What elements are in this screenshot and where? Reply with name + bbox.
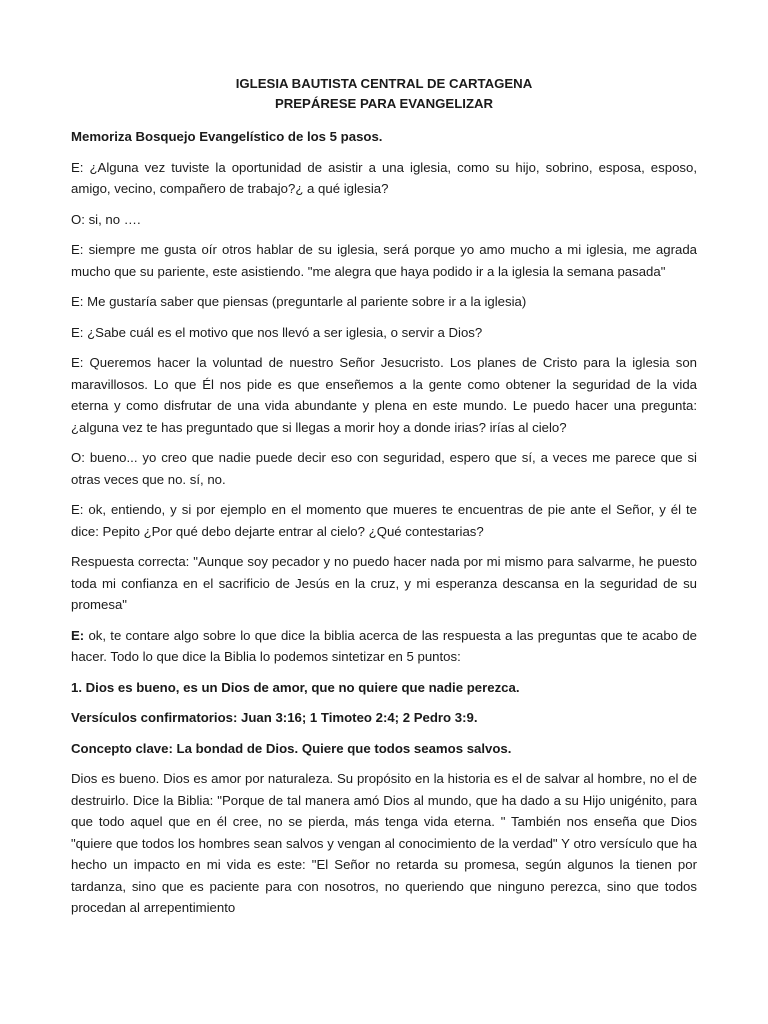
paragraph-correct-answer: Respuesta correcta: "Aunque soy pecador y no puedo hacer nada por mi mismo para salvarme, he puesto toda mi confianza en el sacrificio de Jesús en la cruz, y mi esperanza descansa en la seguridad de su promesa" xyxy=(71,554,697,612)
church-title: IGLESIA BAUTISTA CENTRAL DE CARTAGENA xyxy=(235,76,533,91)
paragraph-answer-yes-no: O: si, no …. xyxy=(71,211,141,227)
intro-heading: Memoriza Bosquejo Evangelístico de los 5 pasos. xyxy=(71,129,383,144)
paragraph-before-lord: E: ok, entiendo, y si por ejemplo en el momento que mueres te encuentras de pie ante el Señor, y él te dice: Pepito ¿Por qué debo dejarte entrar al cielo? ¿Qué contestarias? xyxy=(71,502,697,539)
paragraph-will-of-lord: E: Queremos hacer la voluntad de nuestro Señor Jesucristo. Los planes de Cristo para la iglesia son maravillosos. Lo que Él nos pide es que enseñemos a la gente como obtener la seguridad de la vida eterna y como disfrutar de una vida abundante y plena en este mundo. Le puedo hacer una pregunta: ¿alguna vez te has preguntado que si llegas a morir hoy a donde irias? irías al cielo? xyxy=(71,355,697,435)
paragraph-god-is-good: Dios es bueno. Dios es amor por naturaleza. Su propósito en la historia es el de salvar al hombre, no el de destruirlo. Dice la Biblia: "Porque de tal manera amó Dios al mundo, que ha dado a su Hijo unigénito, para que todo aquel que en él cree, no se pierda, más tenga vida eterna. " También nos enseña que Dios "quiere que todos los hombres sean salvos y vengan al conocimiento de la verdad" Y otro versículo que ha hecho un impacto en mi vida es este: "El Señor no retarda su promesa, según algunos la tienen por tardanza, sino que es paciente para con nosotros, no queriendo que ninguno perezca, sino que todos procedan al arrepentimiento xyxy=(71,771,697,915)
key-concept: Concepto clave: La bondad de Dios. Quiere que todos seamos salvos. xyxy=(71,740,512,756)
paragraph-motive: E: ¿Sabe cuál es el motivo que nos llevó a ser iglesia, o servir a Dios? xyxy=(71,324,483,340)
point-one-heading: 1. Dios es bueno, es un Dios de amor, que no quiere que nadie perezca. xyxy=(71,679,520,695)
confirming-verses: Versículos confirmatorios: Juan 3:16; 1 Timoteo 2:4; 2 Pedro 3:9. xyxy=(71,710,478,725)
paragraph-answer-unsure: O: bueno... yo creo que nadie puede decir eso con seguridad, espero que sí, a veces me parece que si otras veces que no. sí, no. xyxy=(71,450,697,487)
paragraph-what-think: E: Me gustaría saber que piensas (preguntarle al pariente sobre ir a la iglesia) xyxy=(71,294,527,309)
speaker-prefix: E: xyxy=(71,627,85,643)
paragraph-question-church: E: ¿Alguna vez tuviste la oportunidad de asistir a una iglesia, como su hijo, sobrino, esposa, esposo, amigo, vecino, compañero de trabajo?¿ a qué iglesia? xyxy=(71,159,697,196)
paragraph-like-hearing: E: siempre me gusta oír otros hablar de su iglesia, será porque yo amo mucho a mi iglesia, me agrada mucho que su pariente, este asistiendo. "me alegra que haya podido ir a la iglesia la semana pasada" xyxy=(71,242,697,279)
document-title: PREPÁRESE PARA EVANGELIZAR xyxy=(274,96,494,111)
five-points-text: ok, te contare algo sobre lo que dice la biblia acerca de las respuesta a las preguntas que te acabo de hacer. Todo lo que dice la Biblia lo podemos sintetizar en 5 puntos: xyxy=(71,627,697,664)
paragraph-five-points xyxy=(71,625,697,668)
document-header xyxy=(71,74,697,114)
document-page xyxy=(71,74,697,928)
